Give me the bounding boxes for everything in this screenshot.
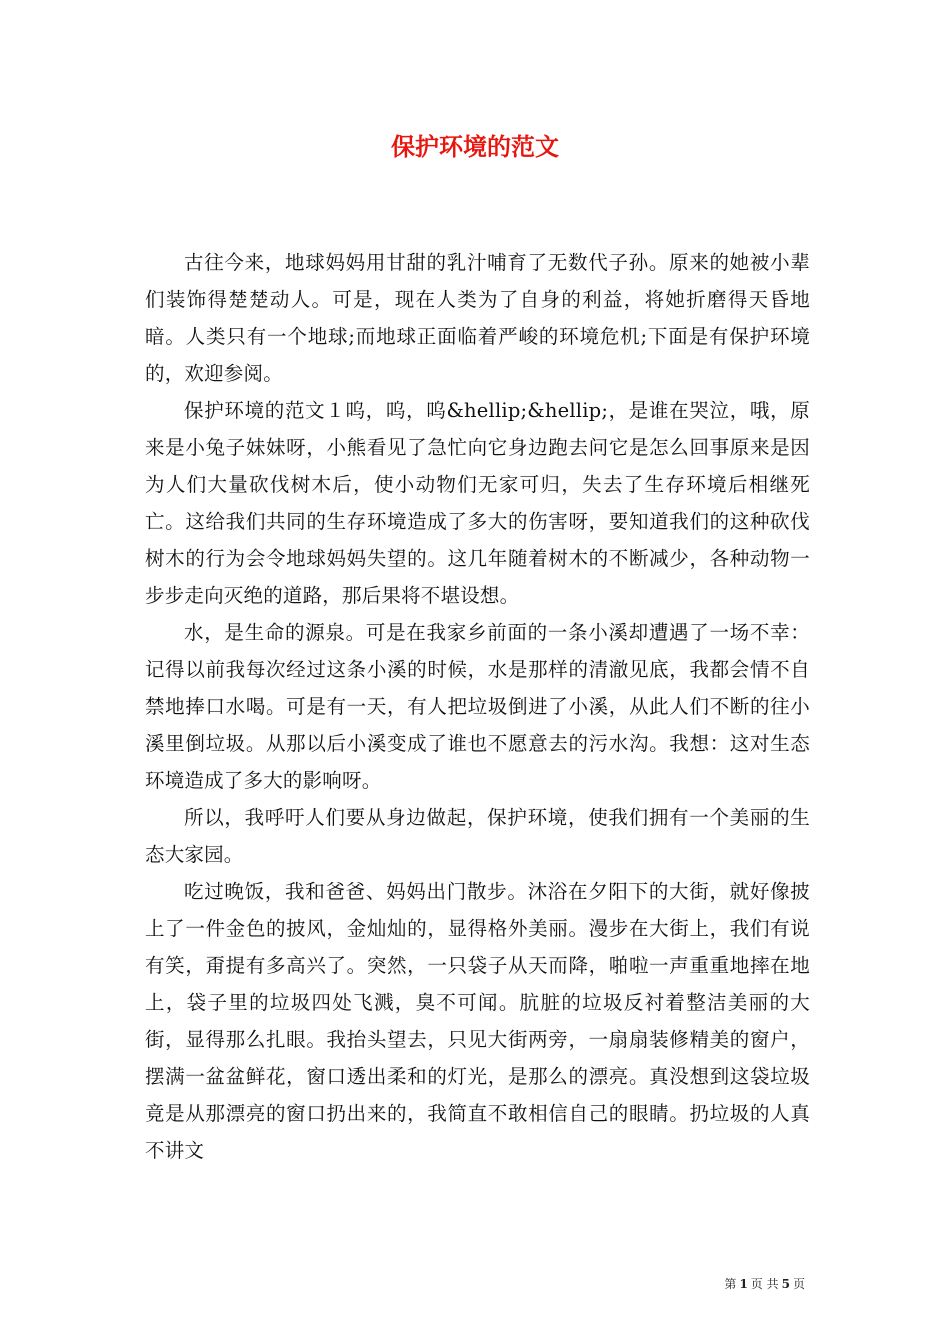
page-footer (0, 1275, 805, 1292)
footer-suffix: 页 (792, 1277, 805, 1291)
footer-prefix: 第 (724, 1277, 737, 1291)
paragraph-example-1: 保护环境的范文１呜，呜，呜&hellip;&hellip;，是谁在哭泣，哦，原来是小兔子妹妹呀，小熊看见了急忙向它身边跑去问它是怎么回事原来是因为人们大量砍伐树木后，使小动物们无家可归，失去了生存环境后相继死亡。这给我们共同的生存环境造成了多大的伤害呀，要知道我们的这种砍伐树木的行为会令地球妈妈失望的。这几年随着树木的不断减少，各种动物一步步走向灭绝的道路，那后果将不堪设想。 (145, 399, 810, 607)
paragraph-appeal: 所以，我呼吁人们要从身边做起，保护环境，使我们拥有一个美丽的生态大家园。 (145, 806, 810, 866)
paragraph-street: 吃过晚饭，我和爸爸、妈妈出门散步。沐浴在夕阳下的大街，就好像披上了一件金色的披风，金灿灿的，显得格外美丽。漫步在大街上，我们有说有笑，甭提有多高兴了。突然，一只袋子从天而降，啪啦一声重重地摔在地上，袋子里的垃圾四处飞溅，臭不可闻。肮脏的垃圾反衬着整洁美丽的大街，显得那么扎眼。我抬头望去，只见大街两旁，一扇扇装修精美的窗户，摆满一盆盆鲜花，窗口透出柔和的灯光，是那么的漂亮。真没想到这袋垃圾竟是从那漂亮的窗口扔出来的，我简直不敢相信自己的眼睛。扔垃圾的人真不讲文 (145, 880, 810, 1162)
document-body (145, 244, 810, 1169)
paragraph-intro: 古往今来，地球妈妈用甘甜的乳汁哺育了无数代子孙。原来的她被小辈们装饰得楚楚动人。可是，现在人类为了自身的利益，将她折磨得天昏地暗。人类只有一个地球;而地球正面临着严峻的环境危机;下面是有保护环境的，欢迎参阅。 (145, 251, 810, 385)
footer-page-number: 1 (739, 1277, 748, 1291)
page-title: 保护环境的范文 (391, 132, 559, 161)
paragraph-water: 水，是生命的源泉。可是在我家乡前面的一条小溪却遭遇了一场不幸：记得以前我每次经过这条小溪的时候，水是那样的清澈见底，我都会情不自禁地捧口水喝。可是有一天，有人把垃圾倒进了小溪，从此人们不断的往小溪里倒垃圾。从那以后小溪变成了谁也不愿意去的污水沟。我想：这对生态环境造成了多大的影响呀。 (145, 621, 810, 792)
footer-total-pages: 5 (781, 1277, 790, 1291)
footer-middle: 页 共 (750, 1277, 779, 1291)
